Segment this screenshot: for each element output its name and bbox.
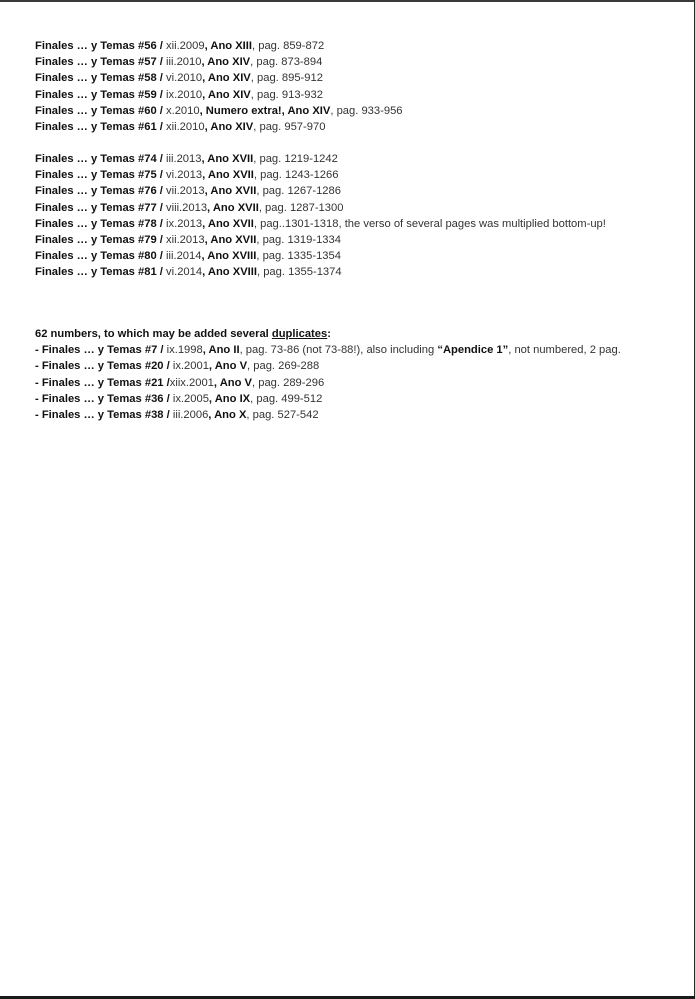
duplicate-title: - Finales … y Temas #36 / [35, 392, 173, 405]
duplicate-pages: , pag. 527-542 [246, 408, 319, 421]
issue-volume: , Ano XVII [207, 201, 259, 214]
issue-title: Finales … y Temas #60 / [35, 104, 166, 117]
duplicates-section [35, 326, 621, 423]
issue-entry [35, 54, 403, 70]
issue-pages: , pag. 1355-1374 [256, 266, 342, 279]
duplicate-date: xiix.2001 [169, 376, 214, 389]
issue-title: Finales … y Temas #61 / [35, 120, 166, 133]
issue-date: vi.2013 [166, 169, 203, 182]
duplicate-title: - Finales … y Temas #20 / [35, 360, 173, 373]
summary-colon: : [327, 328, 331, 340]
issue-date: vii.2013 [166, 185, 205, 198]
issue-title: Finales … y Temas #78 / [35, 217, 166, 230]
issue-pages: , pag. 913-932 [250, 88, 323, 101]
duplicate-appendix: “Apendice 1” [437, 344, 509, 357]
issue-pages: , pag. 873-894 [250, 56, 323, 69]
duplicate-entry [35, 391, 621, 407]
summary-line [35, 326, 621, 342]
issue-title: Finales … y Temas #80 / [35, 250, 166, 263]
duplicate-volume: , Ano X [208, 408, 247, 421]
duplicate-entry [35, 407, 621, 423]
issue-volume: , Ano XIV [204, 120, 254, 133]
duplicate-volume: , Ano IX [208, 392, 251, 405]
issue-date: vi.2010 [166, 72, 203, 85]
duplicate-entry [35, 358, 621, 374]
issue-entry [35, 183, 606, 199]
issue-volume: , Ano XIV [201, 56, 251, 69]
issue-volume: , Numero extra!, Ano XIV [199, 104, 331, 117]
issue-date: xii.2009 [166, 40, 205, 52]
duplicate-date: iii.2006 [172, 408, 209, 421]
issue-pages: , pag. 1243-1266 [253, 169, 339, 182]
issue-entry [35, 264, 606, 280]
issue-title: Finales … y Temas #75 / [35, 169, 166, 182]
issue-volume: , Ano XVII [204, 233, 257, 246]
issue-entry [35, 87, 403, 103]
issue-pages: , pag. 859-872 [252, 40, 325, 52]
top-scan-edge [0, 0, 695, 2]
issue-volume: , Ano XVII [204, 185, 257, 198]
issue-date: iii.2013 [166, 153, 202, 165]
duplicates-list [35, 342, 621, 423]
duplicates-link-text: duplicates [271, 328, 328, 340]
issue-pages: , pag. 933-956 [330, 104, 403, 117]
issue-title: Finales … y Temas #77 / [35, 201, 166, 214]
duplicate-date: ix.1998 [166, 344, 203, 357]
duplicate-date: ix.2005 [172, 392, 209, 405]
issue-list-2009-2010 [35, 38, 403, 135]
issue-pages: , pag. 1287-1300 [258, 201, 344, 214]
duplicate-title: - Finales … y Temas #38 / [35, 408, 173, 421]
issue-volume: , Ano XVII [201, 153, 254, 165]
duplicate-tail: , not numbered, 2 pag. [508, 344, 621, 357]
issue-entry [35, 248, 606, 264]
duplicate-volume: , Ano V [208, 360, 248, 373]
duplicate-title: - Finales … y Temas #21 / [35, 376, 170, 389]
issue-volume: , Ano XIV [202, 72, 251, 85]
issue-entry [35, 103, 403, 119]
issue-date: viii.2013 [166, 201, 208, 214]
issue-pages: , pag. 1319-1334 [256, 233, 341, 246]
issue-date: x.2010 [166, 104, 200, 117]
issue-pages: , pag. 895-912 [250, 72, 323, 85]
issue-entry [35, 167, 606, 183]
issue-pages: , pag. 957-970 [253, 120, 326, 133]
duplicate-pages: , pag. 269-288 [247, 360, 320, 373]
issue-date: vi.2014 [166, 266, 203, 279]
issue-pages: , pag..1301-1318 [253, 217, 339, 230]
duplicate-pages: , pag. 289-296 [252, 376, 325, 389]
duplicate-volume: , Ano II [202, 344, 240, 357]
issue-volume: , Ano XIII [204, 40, 253, 52]
issue-date: ix.2013 [166, 217, 203, 230]
issue-date: xii.2013 [166, 233, 205, 246]
duplicate-entry [35, 342, 621, 358]
issue-title: Finales … y Temas #57 / [35, 56, 166, 69]
issue-entry [35, 232, 606, 248]
duplicate-entry [35, 375, 621, 391]
issue-entry [35, 216, 606, 232]
issue-title: Finales … y Temas #56 / [35, 40, 166, 52]
issue-date: xii.2010 [166, 120, 205, 133]
duplicate-title: - Finales … y Temas #7 / [35, 344, 167, 357]
issue-pages: , pag. 1219-1242 [253, 153, 338, 165]
issue-date: iii.2010 [166, 56, 202, 69]
issue-pages: , pag. 1267-1286 [256, 185, 341, 198]
issue-volume: , Ano XIV [202, 88, 251, 101]
issue-title: Finales … y Temas #79 / [35, 233, 166, 246]
issue-entry [35, 200, 606, 216]
duplicate-volume: , Ano V [213, 376, 253, 389]
issue-entry [35, 151, 606, 167]
issue-volume: , Ano XVIII [202, 266, 257, 279]
issue-entry [35, 38, 403, 54]
issue-title: Finales … y Temas #74 / [35, 153, 166, 165]
issue-title: Finales … y Temas #59 / [35, 88, 166, 101]
issue-volume: , Ano XVII [202, 169, 254, 182]
issue-title: Finales … y Temas #81 / [35, 266, 166, 279]
summary-lead: 62 numbers, to which may be added several [35, 328, 272, 340]
duplicate-pages: , pag. 73-86 (not 73-88!), also including [239, 344, 438, 357]
issue-volume: , Ano XVII [202, 217, 254, 230]
issue-note: , the verso of several pages was multiplied bottom-up! [338, 217, 606, 230]
issue-entry [35, 70, 403, 86]
issue-entry [35, 119, 403, 135]
duplicate-date: ix.2001 [172, 360, 209, 373]
issue-list-2013-2014 [35, 151, 606, 281]
issue-title: Finales … y Temas #76 / [35, 185, 166, 198]
issue-date: iii.2014 [166, 250, 202, 263]
issue-title: Finales … y Temas #58 / [35, 72, 166, 85]
issue-volume: , Ano XVIII [201, 250, 257, 263]
issue-pages: , pag. 1335-1354 [256, 250, 341, 263]
issue-date: ix.2010 [166, 88, 203, 101]
duplicate-pages: , pag. 499-512 [250, 392, 323, 405]
